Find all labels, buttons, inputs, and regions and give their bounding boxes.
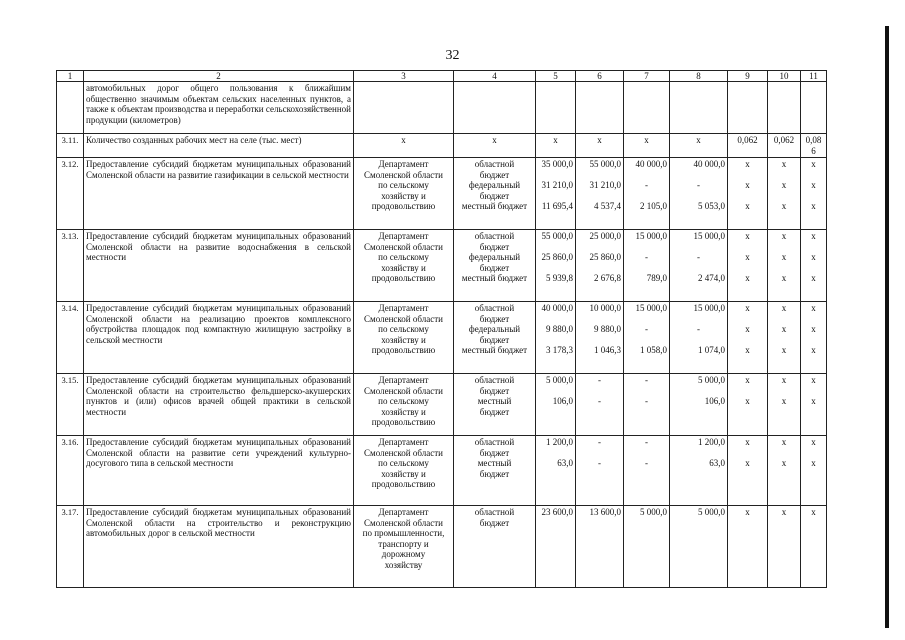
value-c5: 23 600,0 xyxy=(541,507,573,517)
value-c9: х xyxy=(745,437,750,447)
budget-source xyxy=(454,506,536,588)
budget-label: местный бюджет xyxy=(461,345,528,355)
budget-label: бюджет xyxy=(479,190,510,201)
value-c10: х xyxy=(781,231,787,241)
value-c7: - xyxy=(645,396,648,406)
value-c10: х xyxy=(781,437,787,447)
row-description: Предоставление субсидий бюджетам муниципальных образований Смоленской области на строительство и реконструкцию автомобильных дорог в сельской местности xyxy=(84,506,354,588)
value-c9: х xyxy=(745,180,750,190)
value-c9: х xyxy=(745,252,750,262)
budget-label: бюджет xyxy=(479,447,510,458)
department-line: Смоленской области xyxy=(364,169,443,180)
cell-c8: х xyxy=(670,134,728,158)
cell-c10 xyxy=(768,506,801,588)
row-number: 3.17. xyxy=(57,506,84,588)
value-c11: х xyxy=(811,396,816,406)
value-c10: х xyxy=(781,507,787,517)
value-c8: - xyxy=(697,324,700,334)
value-c6: - xyxy=(598,396,601,406)
value-c10: х xyxy=(781,252,787,262)
value-c5: 106,0 xyxy=(552,396,573,406)
cell-c10 xyxy=(768,230,801,302)
cell-c7 xyxy=(624,302,670,374)
department-line: Департамент xyxy=(378,507,429,517)
value-c7: 15 000,0 xyxy=(635,231,667,241)
value-c9: х xyxy=(745,303,750,313)
value-c11: х xyxy=(811,458,816,468)
value-c5: 55 000,0 xyxy=(541,231,573,241)
department-line: продовольствию xyxy=(371,201,436,211)
budget-label: областной xyxy=(474,159,515,169)
value-c10: х xyxy=(781,201,787,211)
row-number: 3.11. xyxy=(57,134,84,158)
department-line: Смоленской области xyxy=(364,313,443,324)
cell-c7 xyxy=(624,374,670,436)
value-c9: х xyxy=(745,201,750,211)
table-row xyxy=(57,436,827,506)
table-row xyxy=(57,506,827,588)
value-c5: 11 695,4 xyxy=(541,201,573,211)
cell-c7 xyxy=(624,436,670,506)
value-c11: х xyxy=(811,303,816,313)
cell-c5 xyxy=(536,506,576,588)
column-header-1: 1 xyxy=(57,71,84,82)
cell-dept: х xyxy=(354,134,454,158)
value-c10: х xyxy=(781,273,787,283)
cell-c5 xyxy=(536,374,576,436)
value-c7: 5 000,0 xyxy=(640,507,667,517)
value-c8: - xyxy=(697,180,700,190)
cell-c8 xyxy=(670,506,728,588)
budget-label: областной xyxy=(474,231,515,241)
value-c6: 25 000,0 xyxy=(589,231,621,241)
value-c6: 9 880,0 xyxy=(594,324,621,334)
budget-label: бюджет xyxy=(479,385,510,396)
value-c11: х xyxy=(811,324,816,334)
department-line: по сельскому xyxy=(378,396,429,406)
column-header-7: 7 xyxy=(624,71,670,82)
value-c8: 5 000,0 xyxy=(698,507,725,517)
value-c5: 63,0 xyxy=(557,458,573,468)
department-line: по промышленности, xyxy=(362,528,445,538)
budget-source xyxy=(454,158,536,230)
value-c5: 5 939,8 xyxy=(546,273,573,283)
value-c8: 40 000,0 xyxy=(693,159,725,169)
value-c7: 789,0 xyxy=(646,273,667,283)
department-line: хозяйству и xyxy=(381,468,426,479)
value-c8: 15 000,0 xyxy=(693,231,725,241)
department-line: Департамент xyxy=(378,159,429,169)
value-c5: 9 880,0 xyxy=(546,324,573,334)
budget-label: бюджет xyxy=(479,517,510,528)
value-c5: 3 178,3 xyxy=(546,345,573,355)
cell-c6 xyxy=(576,374,624,436)
value-c10: х xyxy=(781,458,787,468)
row-description: Предоставление субсидий бюджетам муниципальных образований Смоленской области на развитие сети учреждений культурно-досугового типа в сельской местности xyxy=(84,436,354,506)
value-c6: 31 210,0 xyxy=(589,180,621,190)
value-c7: - xyxy=(645,252,648,262)
budget-label: бюджет xyxy=(479,468,510,479)
responsible-department xyxy=(354,230,454,302)
cell-c5: х xyxy=(536,134,576,158)
cell-c11 xyxy=(801,506,827,588)
cell-c11 xyxy=(801,158,827,230)
responsible-department xyxy=(354,302,454,374)
cell-c9 xyxy=(728,230,768,302)
cell-c9 xyxy=(728,302,768,374)
value-c8: 106,0 xyxy=(704,396,725,406)
row-number: 3.14. xyxy=(57,302,84,374)
department-line: продовольствию xyxy=(371,479,436,489)
budget-label: бюджет xyxy=(479,334,510,345)
responsible-department xyxy=(354,506,454,588)
cell-c6 xyxy=(576,436,624,506)
row-description: Предоставление субсидий бюджетам муниципальных образований Смоленской области на строительство фельдшерско-акушерских пунктов и (или) офисов врачей общей практики в сельской местности xyxy=(84,374,354,436)
cell-budget: х xyxy=(454,134,536,158)
cell-c11: 0,08 6 xyxy=(801,134,827,158)
cell-c10 xyxy=(768,302,801,374)
value-c11: х xyxy=(811,252,816,262)
value-c8: 63,0 xyxy=(709,458,725,468)
department-line: хозяйству xyxy=(384,559,423,570)
department-line: Департамент xyxy=(378,303,429,313)
value-c7: - xyxy=(645,375,648,385)
cell-c9 xyxy=(728,506,768,588)
row-description: Количество созданных рабочих мест на селе (тыс. мест) xyxy=(84,134,354,158)
value-c5: 25 860,0 xyxy=(541,252,573,262)
column-header-5: 5 xyxy=(536,71,576,82)
budget-label: областной xyxy=(474,303,515,313)
cell-c8 xyxy=(670,230,728,302)
value-c11: х xyxy=(811,375,816,385)
budget-label: местный xyxy=(477,458,512,468)
department-line: хозяйству и xyxy=(381,334,426,345)
value-c9: х xyxy=(745,375,750,385)
responsible-department xyxy=(354,158,454,230)
continuation-row xyxy=(57,82,827,134)
budget-source xyxy=(454,230,536,302)
department-line: хозяйству и xyxy=(381,406,426,417)
value-c6: 2 676,8 xyxy=(594,273,621,283)
value-c7: - xyxy=(645,180,648,190)
value-c8: 5 000,0 xyxy=(698,375,725,385)
value-c7: 1 058,0 xyxy=(640,345,667,355)
value-c9: х xyxy=(745,507,750,517)
row-number: 3.15. xyxy=(57,374,84,436)
value-c9: х xyxy=(745,231,750,241)
cell-c6 xyxy=(576,230,624,302)
value-c7: 2 105,0 xyxy=(640,201,667,211)
header-row xyxy=(57,71,827,82)
value-c9: х xyxy=(745,159,750,169)
department-line: по сельскому xyxy=(378,252,429,262)
cell-c6: х xyxy=(576,134,624,158)
value-c6: - xyxy=(598,375,601,385)
column-header-3: 3 xyxy=(354,71,454,82)
department-line: Смоленской области xyxy=(364,517,443,528)
row-number: 3.13. xyxy=(57,230,84,302)
budget-label: бюджет xyxy=(479,241,510,252)
value-c7: - xyxy=(645,324,648,334)
column-header-6: 6 xyxy=(576,71,624,82)
budget-label: бюджет xyxy=(479,262,510,273)
value-c6: 25 860,0 xyxy=(589,252,621,262)
cell-c9: 0,062 xyxy=(728,134,768,158)
responsible-department xyxy=(354,436,454,506)
value-c5: 5 000,0 xyxy=(546,375,573,385)
value-c5: 40 000,0 xyxy=(541,303,573,313)
cell-c11 xyxy=(801,374,827,436)
value-c5: 1 200,0 xyxy=(546,437,573,447)
column-header-9: 9 xyxy=(728,71,768,82)
department-line: по сельскому xyxy=(378,458,429,468)
department-line: дорожному xyxy=(381,549,426,559)
cell-c9 xyxy=(728,158,768,230)
value-c8: 1 074,0 xyxy=(698,345,725,355)
value-c7: 40 000,0 xyxy=(635,159,667,169)
cell-c9 xyxy=(728,436,768,506)
value-c11: х xyxy=(811,201,816,211)
department-line: продовольствию xyxy=(371,417,436,427)
budget-label: местный бюджет xyxy=(461,273,528,283)
value-c9: х xyxy=(745,458,750,468)
value-c7: 15 000,0 xyxy=(635,303,667,313)
value-c10: х xyxy=(781,180,787,190)
department-line: продовольствию xyxy=(371,273,436,283)
program-table xyxy=(56,70,827,588)
cell-c10: 0,062 xyxy=(768,134,801,158)
budget-label: бюджет xyxy=(479,406,510,417)
value-c10: х xyxy=(781,345,787,355)
department-line: Смоленской области xyxy=(364,447,443,458)
cell-c11 xyxy=(801,436,827,506)
department-line: по сельскому xyxy=(378,324,429,334)
value-c11: х xyxy=(811,273,816,283)
cell-c8 xyxy=(670,436,728,506)
page-number: 32 xyxy=(445,48,460,63)
cell-c7: х xyxy=(624,134,670,158)
cell-c8 xyxy=(670,374,728,436)
cell-c5 xyxy=(536,436,576,506)
table-row xyxy=(57,230,827,302)
budget-label: местный xyxy=(477,396,512,406)
budget-label: федеральный xyxy=(468,252,521,262)
value-c9: х xyxy=(745,396,750,406)
department-line: Департамент xyxy=(378,437,429,447)
value-c11: х xyxy=(811,159,816,169)
cell-c5 xyxy=(536,302,576,374)
cell-c10 xyxy=(768,374,801,436)
value-c6: 1 046,3 xyxy=(594,345,621,355)
budget-label: бюджет xyxy=(479,313,510,324)
value-c10: х xyxy=(781,324,787,334)
value-c11: х xyxy=(811,180,816,190)
budget-label: федеральный xyxy=(468,324,521,334)
department-line: транспорту и xyxy=(378,538,429,549)
department-line: хозяйству и xyxy=(381,190,426,201)
column-header-8: 8 xyxy=(670,71,728,82)
value-c10: х xyxy=(781,375,787,385)
cell-c7 xyxy=(624,158,670,230)
cell-c9 xyxy=(728,374,768,436)
department-line: хозяйству и xyxy=(381,262,426,273)
row-description: Предоставление субсидий бюджетам муниципальных образований Смоленской области на развитие газификации в сельской местности xyxy=(84,158,354,230)
value-c8: 15 000,0 xyxy=(693,303,725,313)
cell-c11 xyxy=(801,302,827,374)
value-c10: х xyxy=(781,396,787,406)
budget-label: областной xyxy=(474,375,515,385)
cell-c10 xyxy=(768,436,801,506)
row-number xyxy=(57,82,84,134)
cell-c7 xyxy=(624,230,670,302)
value-c6: 10 000,0 xyxy=(589,303,621,313)
department-line: Смоленской области xyxy=(364,241,443,252)
value-c5: 35 000,0 xyxy=(541,159,573,169)
value-c9: х xyxy=(745,324,750,334)
cell-c10 xyxy=(768,158,801,230)
value-c11: х xyxy=(811,507,816,517)
cell-c6 xyxy=(576,158,624,230)
page-edge-rule xyxy=(885,26,889,628)
value-c7: - xyxy=(645,458,648,468)
cell-c5 xyxy=(536,230,576,302)
responsible-department xyxy=(354,374,454,436)
column-header-11: 11 xyxy=(801,71,827,82)
table-row xyxy=(57,134,827,158)
value-c11: х xyxy=(811,345,816,355)
value-c8: 5 053,0 xyxy=(698,201,725,211)
value-c8: 2 474,0 xyxy=(698,273,725,283)
value-c8: 1 200,0 xyxy=(698,437,725,447)
value-c6: 4 537,4 xyxy=(594,201,621,211)
cell-c8 xyxy=(670,302,728,374)
cell-c11 xyxy=(801,230,827,302)
value-c5: 31 210,0 xyxy=(541,180,573,190)
budget-label: федеральный xyxy=(468,180,521,190)
budget-label: областной xyxy=(474,437,515,447)
department-line: по сельскому xyxy=(378,180,429,190)
budget-source xyxy=(454,374,536,436)
table-row xyxy=(57,158,827,230)
row-number: 3.16. xyxy=(57,436,84,506)
value-c9: х xyxy=(745,273,750,283)
budget-label: местный бюджет xyxy=(461,201,528,211)
column-header-4: 4 xyxy=(454,71,536,82)
value-c11: х xyxy=(811,231,816,241)
row-description: Предоставление субсидий бюджетам муниципальных образований Смоленской области на реализацию проектов комплексного обустройства площадок под компактную жилищную застройку в сельской местности xyxy=(84,302,354,374)
value-c8: - xyxy=(697,252,700,262)
budget-source xyxy=(454,436,536,506)
value-c6: - xyxy=(598,437,601,447)
budget-label: областной xyxy=(474,507,515,517)
cell-c6 xyxy=(576,506,624,588)
cell-c7 xyxy=(624,506,670,588)
value-c6: 55 000,0 xyxy=(589,159,621,169)
table-row xyxy=(57,374,827,436)
department-line: Смоленской области xyxy=(364,385,443,396)
cell-c6 xyxy=(576,302,624,374)
cell-c8 xyxy=(670,158,728,230)
department-line: продовольствию xyxy=(371,345,436,355)
budget-label: бюджет xyxy=(479,169,510,180)
value-c11: х xyxy=(811,437,816,447)
value-c6: - xyxy=(598,458,601,468)
value-c6: 13 600,0 xyxy=(589,507,621,517)
column-header-10: 10 xyxy=(768,71,801,82)
column-header-2: 2 xyxy=(84,71,354,82)
value-c10: х xyxy=(781,303,787,313)
budget-source xyxy=(454,302,536,374)
row-number: 3.12. xyxy=(57,158,84,230)
value-c7: - xyxy=(645,437,648,447)
row-description: Предоставление субсидий бюджетам муниципальных образований Смоленской области на развитие водоснабжения в сельской местности xyxy=(84,230,354,302)
value-c10: х xyxy=(781,159,787,169)
row-description: автомобильных дорог общего пользования к ближайшим общественно значимым объектам сельских населенных пунктов, а также к объектам производства и переработки сельскохозяйственной продукции (километров) xyxy=(84,82,354,134)
department-line: Департамент xyxy=(378,375,429,385)
table-row xyxy=(57,302,827,374)
value-c9: х xyxy=(745,345,750,355)
department-line: Департамент xyxy=(378,231,429,241)
cell-c5 xyxy=(536,158,576,230)
